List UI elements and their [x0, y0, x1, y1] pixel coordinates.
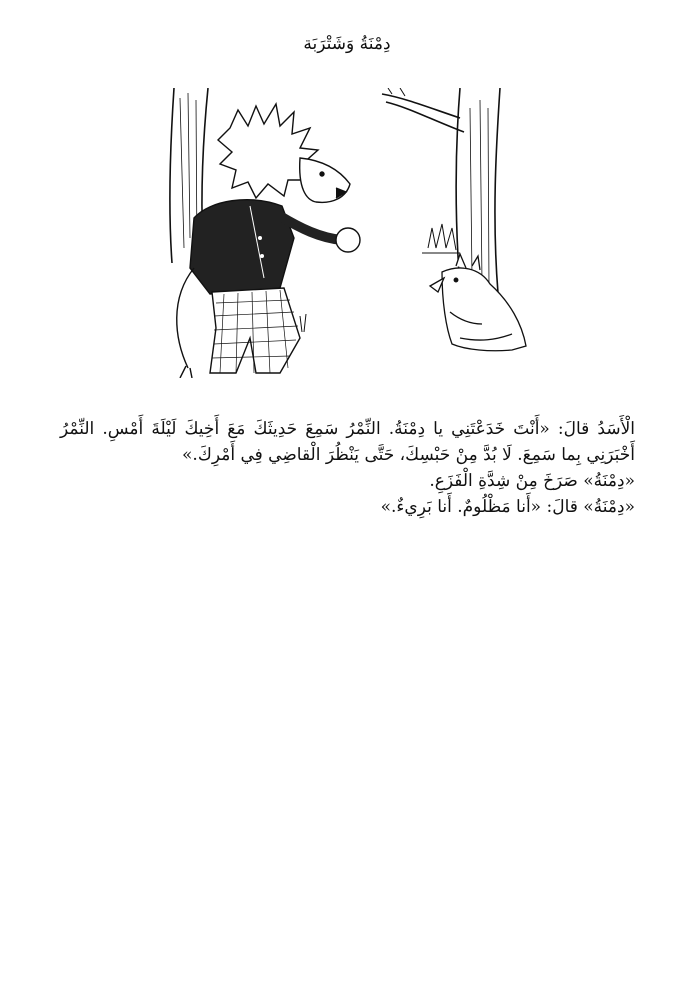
- story-line: «دِمْنَةُ» قالَ: «أَنا مَظْلُومٌ. أَنا بَرِيءٌ.»: [380, 497, 635, 517]
- page-title: دِمْنَةُ وَشَتْرَبَة: [303, 34, 391, 54]
- story-line: «دِمْنَةُ» صَرَخَ مِنْ شِدَّةِ الْفَزَعِ.: [429, 471, 635, 491]
- jackal-icon: [430, 254, 526, 351]
- right-tree-icon: [382, 88, 500, 293]
- story-text: [60, 416, 635, 520]
- lion-and-jackal-illustration: [160, 88, 534, 378]
- grass-icon: [422, 224, 460, 253]
- story-paragraph: الْأَسَدُ قالَ: «أَنْتَ خَدَعْتَنِي يا دِمْنَةُ. النِّمْرُ سَمِعَ حَدِيثَكَ مَعَ أَخِيكَ لَيْلَةَ أَمْسِ. النِّمْرُ أَخْبَرَنِي بِما سَمِعَ. لَا بُدَّ مِنْ حَبْسِكَ، حَتَّى يَنْظُرَ الْقاضِي فِي أَمْرِكَ.»: [60, 419, 635, 465]
